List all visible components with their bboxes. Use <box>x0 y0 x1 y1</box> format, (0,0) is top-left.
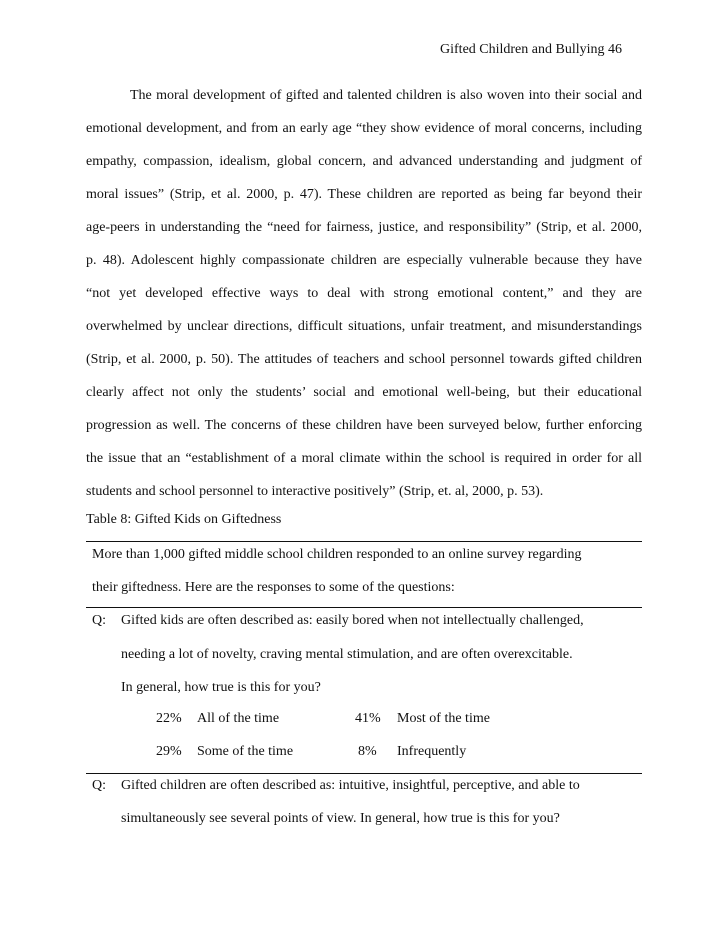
question-text: Gifted kids are often described as: easily bored when not intellectually challenged, <box>121 613 584 628</box>
paragraph-line: “not yet developed effective ways to deal with strong emotional content,” and they are <box>86 286 642 301</box>
response-label: Infrequently <box>397 744 467 759</box>
paragraph-line: p. 48). Adolescent highly compassionate children are especially vulnerable because they have <box>86 253 642 268</box>
table-divider <box>86 607 642 608</box>
table-intro-line: their giftedness. Here are the responses to some of the questions: <box>92 580 455 595</box>
question-text: needing a lot of novelty, craving mental stimulation, and are often overexcitable. <box>121 647 573 662</box>
paragraph-line: students and school personnel to interactive positively” (Strip, et. al, 2000, p. 53). <box>86 484 544 499</box>
paragraph-line: (Strip, et al. 2000, p. 50). The attitudes of teachers and school personnel towards gifted children <box>86 352 642 367</box>
response-percent: 41% <box>355 711 381 726</box>
table-intro-line: More than 1,000 gifted middle school children responded to an online survey regarding <box>92 547 582 562</box>
paragraph-line: overwhelmed by unclear directions, difficult situations, unfair treatment, and misunderstandings <box>86 319 642 334</box>
paragraph-line: progression as well. The concerns of these children have been surveyed below, further enforcing <box>86 418 642 433</box>
paragraph-line: moral issues” (Strip, et al. 2000, p. 47). These children are reported as being far beyond their <box>86 187 642 202</box>
paragraph-line: emotional development, and from an early age “they show evidence of moral concerns, including <box>86 121 642 136</box>
paragraph-line: the issue that an “establishment of a moral climate within the school is required in order for all <box>86 451 642 466</box>
question-text: Gifted children are often described as: intuitive, insightful, perceptive, and able to <box>121 778 580 793</box>
response-label: Some of the time <box>197 744 294 759</box>
response-percent: 8% <box>358 744 377 759</box>
question-text: In general, how true is this for you? <box>121 680 321 695</box>
response-label: Most of the time <box>397 711 490 726</box>
table-divider <box>86 773 642 774</box>
question-label: Q: <box>92 778 106 793</box>
question-text: simultaneously see several points of view. In general, how true is this for you? <box>121 811 560 826</box>
table-caption: Table 8: Gifted Kids on Giftedness <box>86 512 282 527</box>
response-percent: 22% <box>156 711 182 726</box>
table-top-rule <box>86 541 642 542</box>
paragraph-line: empathy, compassion, idealism, global concern, and advanced understanding and judgment of <box>86 154 642 169</box>
response-percent: 29% <box>156 744 182 759</box>
running-head: Gifted Children and Bullying 46 <box>440 42 622 57</box>
paragraph-line: clearly affect not only the students’ social and emotional well-being, but their educational <box>86 385 642 400</box>
paragraph-line: The moral development of gifted and talented children is also woven into their social and <box>130 88 642 103</box>
paragraph-line: age-peers in understanding the “need for fairness, justice, and responsibility” (Strip, et al. 2000, <box>86 220 642 235</box>
question-label: Q: <box>92 613 106 628</box>
response-label: All of the time <box>197 711 280 726</box>
